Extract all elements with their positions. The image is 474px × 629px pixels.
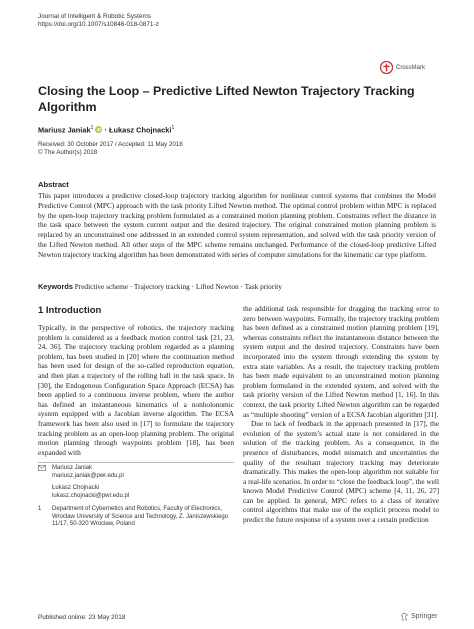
affiliation-marker: 1: [38, 506, 42, 512]
journal-doi[interactable]: https://doi.org/10.1007/s10846-018-0871-z: [38, 21, 159, 29]
author-2[interactable]: Łukasz Chojnacki: [109, 125, 172, 135]
keywords: [38, 282, 282, 291]
keywords-text: Predictive scheme · Trajectory tracking · Lifted Newton · Task priority: [74, 282, 282, 291]
author-1[interactable]: Mariusz Janiak: [38, 125, 91, 135]
footnote-author-2-email[interactable]: lukasz.chojnacki@pwr.edu.pl: [52, 492, 130, 499]
abstract-body: This paper introduces a predictive closed-loop trajectory tracking algorithm for nonlinear control systems that combines the Model Predictive Control (MPC) approach with the task priority Lifted Newton method. The optimal control problem within MPC is replaced by the open-loop trajectory tracking problem formulated as a constrained motion planning problem. Constraints reflect the distance in the task space between the system current output and the desired trajectory. The original constrained motion planning problem is replaced by an unconstrained one addressed in an extended control system representation, and solved with the task priority version of the Lifted Newton method. All other steps of the MPC scheme remains unchanged. Performance of the closed-loop predictive Lifted Newton trajectory tracking algorithm has been demonstrated with series of computer simulations for the kinematic car type platform.: [38, 191, 436, 259]
copyright: © The Author(s) 2018: [38, 149, 98, 157]
crossmark-label: CrossMark: [396, 64, 426, 71]
section-title: 1 Introduction: [38, 305, 102, 316]
publication-dates: [38, 141, 183, 157]
left-column: [38, 323, 234, 457]
orcid-icon[interactable]: iD: [96, 127, 102, 133]
crossmark-icon: [380, 61, 393, 74]
received-accepted: Received: 30 October 2017 / Accepted: 11 May 2018: [38, 141, 183, 148]
journal-header: [38, 13, 159, 30]
paper-title: Closing the Loop – Predictive Lifted Newton Trajectory Tracking Algorithm: [38, 84, 415, 114]
published-online: Published online: 23 May 2018: [38, 614, 126, 621]
affiliation-text: Department of Cybernetics and Robotics, Faculty of Electronics, Wrocław University of Science and Technology, Z. Janiszewskiego 11/17, 50-320 Wrocław, Poland: [52, 506, 229, 528]
footnote-author-2: [52, 485, 129, 500]
footnote-author-1: [52, 465, 124, 480]
publisher-name: Springer: [411, 613, 438, 620]
footnote-divider: [38, 462, 234, 463]
author-1-affil: 1: [90, 125, 94, 131]
springer-horse-icon: [400, 612, 409, 621]
footnote-author-1-name: Mariusz Janiak: [52, 465, 93, 471]
left-paragraph-1: Typically, in the perspective of robotics, the trajectory tracking problem is considered as a feedback motion control task [21, 23, 24, 36]. The trajectory tracking problem regarded as a planning problem, has been studied in [20] where the continuation method has been used for design of the so-called reproduction equation, and then plan a trajectory of the rolling ball in the task space. In [30], the Endogenous Configuration Space Approach (ECSA) has been applied to a continuous inverse problem, where the author has defined an instantaneous kinematics of a nonholonomic system equipped with a Jacobian inverse algorithm. The ECSA framework has been also used in [17] to formulate the trajectory tracking problem as an open-loop planning problem. The original motion planning through waypoints problem [18], has been expanded with: [38, 323, 234, 457]
journal-name: Journal of Intelligent & Robotic Systems: [38, 13, 151, 20]
author-separator: ·: [102, 125, 110, 135]
crossmark-badge[interactable]: [380, 61, 425, 74]
envelope-icon: [38, 465, 48, 473]
right-paragraph-2: Due to lack of feedback in the approach presented in [17], the evolution of the system’s actual state is not considered in the solution of the tracking problem. As a consequence, in the presence of disturbances, model mismatch and uncertainties the quality of the resultant trajectory tracking may deteriorate dramatically. This makes the open-loop algorithm not suitable for a real-life scenarios. In order to “close the feedback loop”, the well known Model Predictive Control (MPC) scheme [4, 11, 26, 27] can be applied. In general, MPC refers to a class of iterative control algorithms that make use of the explicit process model to predict the future response of a system over a certain prediction: [243, 419, 439, 525]
footnote-author-2-name: Łukasz Chojnacki: [52, 485, 100, 491]
keywords-label: Keywords: [38, 282, 73, 291]
author-2-affil: 1: [171, 125, 175, 131]
author-line: [38, 125, 174, 134]
abstract-heading: Abstract: [38, 180, 69, 189]
publisher-logo[interactable]: [400, 612, 437, 621]
footnote-author-1-email[interactable]: mariusz.janiak@pwr.edu.pl: [52, 472, 124, 479]
right-paragraph-1: the additional task responsible for dragging the tracking error to zero between waypoints. Formally, the trajectory tracking problem has been defined as a constrained motion planning problem [19], whereas constraints reflect the instantaneous distance between the system output and the desired trajectory. Constraints have been incorporated into the system through extending the system by extra state variables. As a result, the trajectory tracking problem has been made equivalent to an unconstrained motion planning problem formulated in the extended system, and solved with the task priority version of the Lifted Newton method [1, 16]. In this context, the task priority Lifted Newton algorithm can be regarded as “multiple shooting” version of a ECSA Jacobian algorithm [31].: [243, 304, 439, 419]
right-column: [243, 304, 439, 525]
